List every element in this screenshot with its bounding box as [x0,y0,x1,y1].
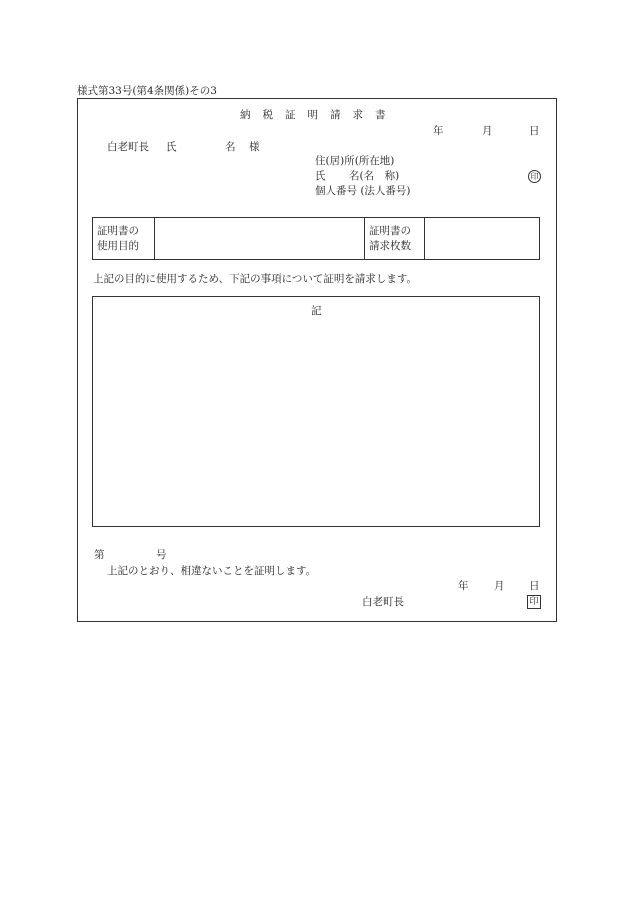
ki-heading: 記 [311,305,322,317]
addressee-sama: 様 [249,141,260,153]
form-number-label: 様式第33号(第4条関係)その3 [77,85,217,97]
certificate-statement: 上記のとおり、相違ないことを証明します。 [107,565,317,577]
count-input-cell[interactable] [425,218,539,259]
certificate-day-label: 日 [529,580,540,592]
request-year-label: 年 [433,125,444,137]
certificate-month-label: 月 [494,580,505,592]
certificate-dai: 第 [94,549,105,561]
addressee-shi: 氏 [166,141,177,153]
details-box[interactable] [92,296,540,527]
certificate-seal-mark: 印 [527,595,541,609]
certificate-mayor: 白老町長 [362,596,404,608]
applicant-name-label-b: 名(名 称) [349,170,400,182]
certificate-go: 号 [156,549,167,561]
form-title: 納税証明請求書 [240,109,398,121]
applicant-seal-mark: 印 [528,170,541,183]
count-label-line1: 証明書の [369,225,411,237]
applicant-address-label: 住(居)所(所在地) [315,155,395,167]
request-sentence: 上記の目的に使用するため、下記の事項について証明を請求します。 [93,273,418,285]
request-month-label: 月 [482,125,493,137]
purpose-label-line2: 使用目的 [97,240,139,252]
addressee-mayor: 白老町長 [107,141,149,153]
purpose-label-line1: 証明書の [97,225,139,237]
count-label-line2: 請求枚数 [369,240,411,252]
applicant-name-label-a: 氏 [315,170,326,182]
certificate-year-label: 年 [458,580,469,592]
purpose-input-cell[interactable] [154,218,362,259]
applicant-id-label: 個人番号 (法人番号) [315,185,411,197]
request-day-label: 日 [529,125,540,137]
addressee-mei: 名 [225,141,236,153]
